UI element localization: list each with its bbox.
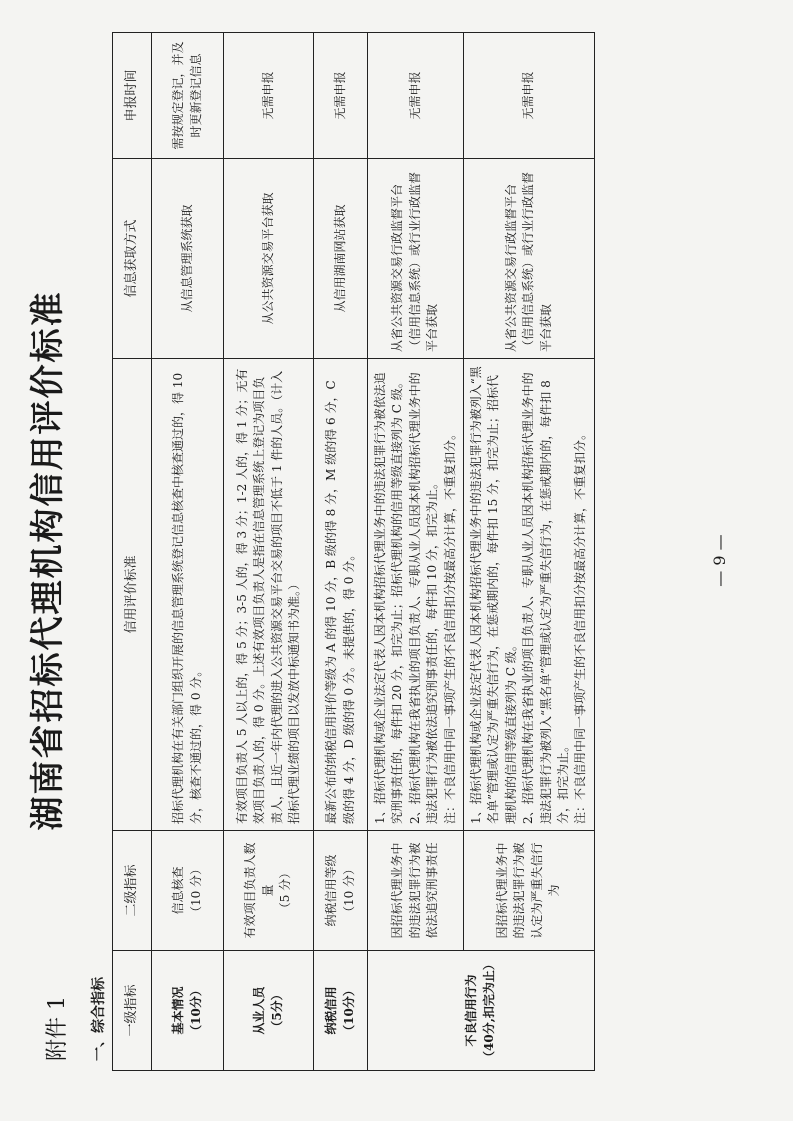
table-row: [224, 33, 314, 1071]
page-number: — 9 —: [710, 534, 729, 587]
level1-label: 从业人员: [252, 986, 267, 1035]
level2-label: 纳税信用等级: [324, 854, 339, 927]
level1-label: 基本情况: [171, 986, 186, 1035]
source-cell: 从信用湖南网站获取: [314, 159, 368, 359]
section-title: 一、综合指标: [91, 977, 107, 1061]
timing-cell: 无需申报: [368, 33, 464, 159]
header-level2: 二级指标: [113, 831, 152, 951]
criteria-cell: [224, 359, 314, 831]
criteria-text: 有效项目负责人 5 人以上的，得 5 分；3-5 人的，得 3 分；1-2 人的，得 1 分；无有效项目负责人的，得 0 分。上述有效项目负责人是指在信息管理系统上登记为项目负责人，且近一年内代理的进入公共资源交易平台交易的项目不低于 1 件的人员。（计入招标代理业绩的项目以发放中标通知书为准。）: [234, 368, 301, 824]
level2-label: 因招标代理业务中的违法犯罪行为被认定为严重失信行为: [495, 842, 562, 939]
criteria-item-2: 2、招标代理机构在我省执业的项目负责人、专职从业人员因本机构招标代理业务中的违法犯罪行为被列入“黑名单”管理或认定为严重失信行为，在惩戒期内的，每件扣 8 分，扣完为止。: [521, 372, 570, 824]
criteria-note: 注：不良信用中同一事项产生的不良信用扣分按最高分计算，不重复扣分。: [442, 427, 457, 824]
level1-label: 纳税信用: [324, 986, 339, 1035]
level1-score: （5分）: [269, 988, 284, 1033]
level2-cell: [463, 831, 594, 951]
level2-score: （10 分）: [188, 862, 203, 919]
criteria-cell: [368, 359, 464, 831]
criteria-item-1: 1、招标代理机构或企业法定代表人因本机构招标代理业务中的违法犯罪行为被依法追究刑事责任的，每件扣 20 分，扣完为止；招标代理机构的信用等级直接列为 C 级。: [373, 372, 405, 824]
level1-score: （40分,扣完为止）: [481, 958, 496, 1063]
attachment-label: 附件 1: [45, 996, 70, 1061]
table-row: [152, 33, 224, 1071]
level2-label: 有效项目负责人数量: [243, 842, 275, 939]
header-level1: 一级指标: [113, 951, 152, 1071]
level1-cell: [152, 951, 224, 1071]
criteria-table: [112, 32, 595, 1071]
timing-cell: 无需申报: [224, 33, 314, 159]
level1-cell: [314, 951, 368, 1071]
criteria-cell: [314, 359, 368, 831]
timing-cell: 无需申报: [314, 33, 368, 159]
criteria-cell: [463, 359, 594, 831]
level2-label: 信息核查: [171, 866, 186, 915]
level2-cell: [224, 831, 314, 951]
header-timing: 申报时间: [113, 33, 152, 159]
level2-label: 因招标代理业务中的违法犯罪行为被依法追究刑事责任: [390, 842, 440, 939]
level1-cell: [368, 951, 595, 1071]
timing-cell: 需按规定登记，并及时更新登记信息: [152, 33, 224, 159]
table-row: [463, 33, 594, 1071]
page-title: 湖南省招标代理机构信用评价标准: [28, 290, 68, 831]
criteria-note: 注：不良信用中同一事项产生的不良信用扣分按最高分计算，不重复扣分。: [573, 427, 588, 824]
level1-score: （10分）: [188, 984, 203, 1037]
level2-score: （5 分）: [278, 866, 293, 915]
level1-score: （10分）: [341, 984, 356, 1037]
source-cell: 从信息管理系统获取: [152, 159, 224, 359]
level2-cell: [314, 831, 368, 951]
timing-cell: 无需申报: [463, 33, 594, 159]
criteria-item-1: 1、招标代理机构或企业法定代表人因本机构招标代理业务中的违法犯罪行为被列入“黑名单”管理或认定为严重失信行为，在惩戒期内的，每件扣 15 分，扣完为止；招标代理机构的信用等级直接列为 C 级。: [468, 366, 518, 824]
criteria-text: 最新公布的纳税信用评价等级为 A 的得 10 分，B 级的得 8 分，M 级的得 6 分，C 级的得 4 分，D 级的得 0 分。未提供的，得 0 分。: [324, 380, 356, 824]
source-cell: 从省公共资源交易行政监督平台（信用信息系统）或行业行政监督平台获取: [463, 159, 594, 359]
level2-cell: [152, 831, 224, 951]
table-row: [368, 33, 464, 1071]
level1-label: 不良信用行为: [464, 974, 479, 1047]
level1-cell: [224, 951, 314, 1071]
header-source: 信息获取方式: [113, 159, 152, 359]
level2-cell: [368, 831, 464, 951]
source-cell: 从省公共资源交易行政监督平台（信用信息系统）或行业行政监督平台获取: [368, 159, 464, 359]
criteria-item-2: 2、招标代理机构在我省执业的项目负责人、专职从业人员因本机构招标代理业务中的违法犯罪行为被依法追究刑事责任的，每件扣 10 分，扣完为止。: [407, 372, 440, 824]
header-criteria: 信用评价标准: [113, 359, 152, 831]
source-cell: 从公共资源交易平台获取: [224, 159, 314, 359]
criteria-text: 招标代理机构在有关部门组织开展的信息管理系统登记信息核查中核查通过的，得 10 分，核查不通过的，得 0 分。: [171, 372, 203, 824]
table-header-row: [113, 33, 152, 1071]
table-row: [314, 33, 368, 1071]
criteria-cell: [152, 359, 224, 831]
level2-score: （10 分）: [341, 862, 356, 919]
